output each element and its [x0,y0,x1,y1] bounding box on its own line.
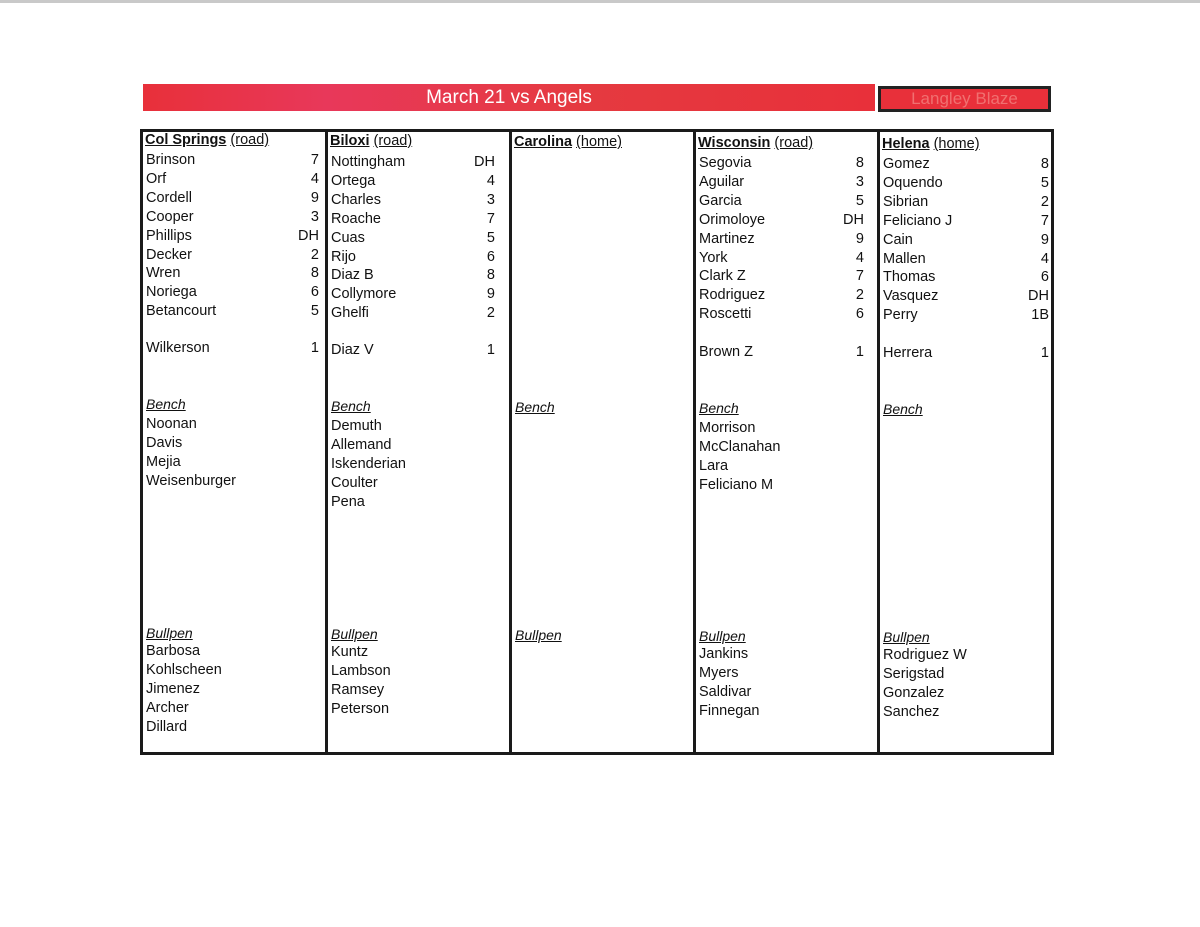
player-position: 2 [310,246,319,263]
player-name: Vasquez [883,288,939,305]
player-name: York [699,249,728,266]
player-position: 7 [486,210,495,227]
player-name: Aguilar [699,173,745,190]
team-header [882,136,980,152]
bullpen-pitcher: Dillard [146,718,188,735]
player-position: 5 [1040,174,1049,191]
team-location: (road) [373,133,413,149]
bench-player: Morrison [699,420,756,436]
bullpen-pitcher: Gonzalez [883,684,945,701]
team-header [698,135,813,151]
player-position: 6 [855,306,864,323]
bullpen-pitcher: Rodriguez W [883,647,967,663]
player-name: Ghelfi [331,305,369,322]
player-name: Martinez [699,230,755,247]
starting-pitcher-name: Herrera [883,345,933,361]
team-column [696,132,880,752]
player-name: Clark Z [699,268,746,285]
player-name: Nottingham [331,154,406,170]
bench-player: Feliciano M [699,476,774,493]
bullpen-pitcher: Saldivar [699,683,752,700]
bench-player: Mejia [146,453,181,470]
player-position: 8 [486,267,495,284]
bench-heading: Bench [515,399,555,415]
bullpen-heading: Bullpen [146,625,193,641]
bench-heading: Bench [699,400,739,416]
scan-edge [0,0,1200,3]
team-header [514,134,622,150]
player-name: Cuas [331,229,365,246]
bullpen-pitcher: Ramsey [331,681,385,698]
player-name: Decker [146,246,192,263]
team-column [143,132,328,752]
bullpen-pitcher: Archer [146,699,189,716]
team-column [328,132,512,752]
bullpen-pitcher: Jankins [699,646,749,662]
player-name: Orimoloye [699,211,766,228]
player-name: Thomas [883,269,936,286]
player-name: Noriega [146,284,197,301]
player-name: Roscetti [699,306,752,323]
bench-player: Allemand [331,436,392,453]
player-name: Brinson [146,152,196,168]
team-name: Helena [882,136,930,152]
player-position: 5 [855,192,864,209]
player-position: DH [1028,288,1049,305]
player-name: Charles [331,191,381,208]
player-position: 3 [855,173,864,190]
bullpen-pitcher: Myers [699,664,739,681]
bench-heading: Bench [331,398,371,414]
team-location: (road) [230,132,270,148]
bench-player: Noonan [146,416,197,432]
player-position: DH [843,211,864,228]
player-position: 4 [855,249,864,266]
lineup-grid [140,129,1054,755]
bullpen-pitcher: Peterson [331,700,390,717]
player-name: Collymore [331,286,397,303]
player-name: Sibrian [883,193,929,210]
starting-pitcher-name: Diaz V [331,342,374,358]
player-position: 1B [1031,307,1049,324]
player-name: Garcia [699,192,742,209]
player-position: 2 [486,305,495,322]
team-name: Wisconsin [698,135,771,151]
bench-player: Weisenburger [146,472,237,489]
bullpen-pitcher: Serigstad [883,665,945,682]
team-header [145,132,269,148]
team-name: Biloxi [330,133,370,149]
player-name: Betancourt [146,303,217,320]
bullpen-pitcher: Lambson [331,662,391,679]
player-position: DH [298,227,319,244]
player-position: 9 [855,230,864,247]
player-name: Rodriguez [699,287,766,304]
team-name: Col Springs [145,132,227,148]
player-position: 6 [1040,269,1049,286]
bench-player: Pena [331,493,365,510]
player-position: 9 [310,189,319,206]
player-name: Wren [146,265,181,282]
player-name: Mallen [883,250,926,267]
team-name: Carolina [514,134,573,150]
player-position: 8 [855,155,864,171]
player-position: 4 [1040,250,1049,267]
player-position: 9 [486,286,495,303]
bullpen-heading: Bullpen [331,626,378,642]
starting-pitcher-name: Wilkerson [146,340,210,356]
bench-player: Davis [146,434,183,451]
bullpen-heading: Bullpen [883,629,930,645]
player-name: Gomez [883,156,930,172]
player-position: 7 [855,268,864,285]
player-position: 4 [310,170,319,187]
bullpen-pitcher: Barbosa [146,643,201,659]
bullpen-pitcher: Kohlscheen [146,661,222,678]
player-name: Segovia [699,155,752,171]
starting-pitcher-position: 1 [855,344,864,360]
team-location: (road) [774,135,814,151]
player-name: Ortega [331,172,376,189]
starting-pitcher-position: 1 [486,342,495,358]
player-name: Diaz B [331,267,374,284]
player-position: 4 [486,172,495,189]
starting-pitcher-position: 1 [1040,345,1049,361]
bullpen-heading: Bullpen [515,627,562,643]
bullpen-pitcher: Sanchez [883,703,940,720]
player-position: 2 [1040,193,1049,210]
bench-heading: Bench [146,396,186,412]
player-position: 3 [486,191,495,208]
bullpen-pitcher: Finnegan [699,702,760,719]
player-position: 6 [310,284,319,301]
player-position: 2 [855,287,864,304]
starting-pitcher-position: 1 [310,340,319,356]
player-name: Perry [883,307,918,324]
team-column [512,132,696,752]
player-position: 5 [486,229,495,246]
bench-player: Demuth [331,418,382,434]
bench-player: Lara [699,457,729,474]
player-position: 7 [310,152,319,168]
team-location: (home) [576,134,622,150]
bench-player: Iskenderian [331,455,406,472]
player-name: Phillips [146,227,192,244]
team-column [880,132,1054,752]
player-position: 9 [1040,231,1049,248]
player-position: 3 [310,208,319,225]
page-title: March 21 vs Angels [143,84,875,111]
team-label: Langley Blaze [878,86,1051,112]
player-name: Roache [331,210,381,227]
player-name: Cooper [146,208,194,225]
player-name: Feliciano J [883,212,953,229]
player-position: 6 [486,248,495,265]
player-position: DH [474,154,495,170]
player-name: Cordell [146,189,192,206]
team-location: (home) [933,136,980,152]
player-name: Oquendo [883,174,943,191]
player-position: 8 [1040,156,1049,172]
bullpen-pitcher: Jimenez [146,680,200,697]
starting-pitcher-name: Brown Z [699,344,753,360]
player-position: 5 [310,303,319,320]
player-name: Cain [883,231,913,248]
team-header [330,133,412,149]
bench-heading: Bench [883,401,923,417]
bench-player: McClanahan [699,438,781,455]
bullpen-pitcher: Kuntz [331,644,369,660]
player-name: Rijo [331,248,356,265]
player-position: 7 [1040,212,1049,229]
player-position: 8 [310,265,319,282]
player-name: Orf [146,170,167,187]
bench-player: Coulter [331,474,378,491]
bullpen-heading: Bullpen [699,628,746,644]
